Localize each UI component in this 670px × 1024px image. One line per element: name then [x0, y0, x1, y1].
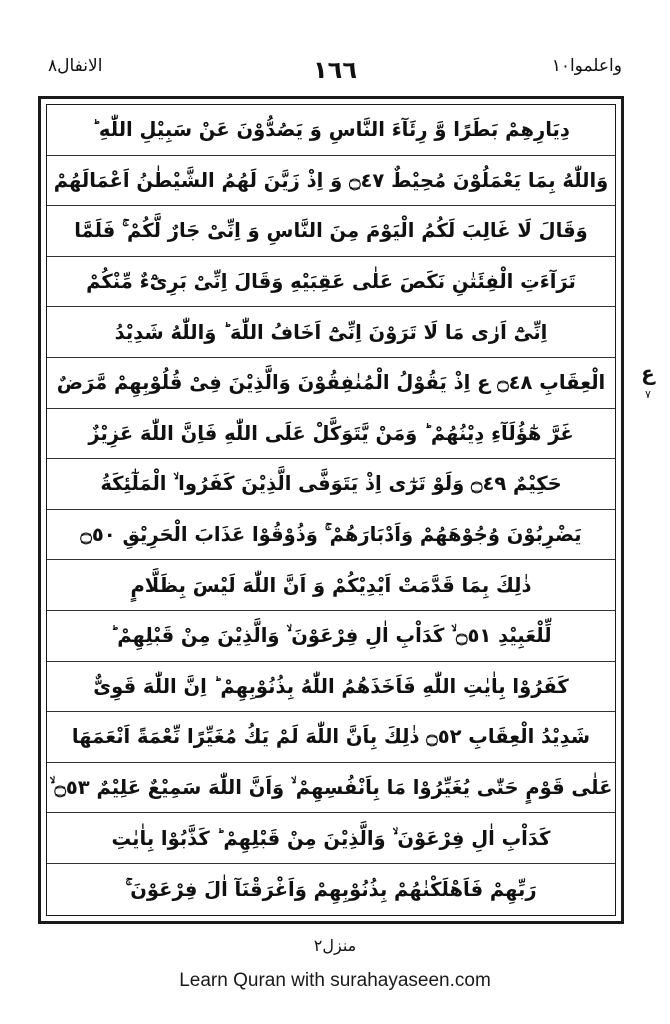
verse-line: لِّلْعَبِيْدِ ۝٥١ ۙ كَدَاْبِ اٰلِ فِرْعَوْنَ ۙ وَالَّذِيْنَ مِنْ قَبْلِهِمْ ؕ [47, 611, 615, 662]
verse-line: رَبِّهِمْ فَاَهْلَكْنٰهُمْ بِذُنُوْبِهِمْ وَاَغْرَقْنَآ اٰلَ فِرْعَوْنَ ۚ [125, 877, 537, 901]
verse-line: كَفَرُوْا بِاٰيٰتِ اللّٰهِ فَاَخَذَهُمُ اللّٰهُ بِذُنُوْبِهِمْ ؕ اِنَّ اللّٰهَ قَوِىٌّ [47, 662, 615, 713]
credit-text: Learn Quran with surahayaseen.com [179, 970, 491, 991]
ruku-number: ٧ [645, 388, 651, 401]
verse-line: شَدِيْدُ الْعِقَابِ ۝٥٢ ذٰلِكَ بِاَنَّ اللّٰهَ لَمْ يَكُ مُغَيِّرًا نِّعْمَةً اَنْعَمَهَا [47, 712, 615, 763]
verse-line: اِنِّىْٓ اَرٰى مَا لَا تَرَوْنَ اِنِّىْٓ اَخَافُ اللّٰهَ ؕ وَاللّٰهُ شَدِيْدُ [47, 307, 615, 358]
verse-line: عَلٰى قَوْمٍ حَتّٰى يُغَيِّرُوْا مَا بِاَنْفُسِهِمْ ۙ وَاَنَّ اللّٰهَ سَمِيْعٌ عَلِيْمٌ ۝٥٣ ۙ [47, 763, 615, 814]
verse-line: دِيَارِهِمْ بَطَرًا وَّ رِئَآءَ النَّاسِ وَ يَصُدُّوْنَ عَنْ سَبِيْلِ اللّٰهِ ؕ [47, 105, 615, 156]
juz-name: واعلموا١٠ [551, 56, 622, 76]
verse-line: الْعِقَابِ ۝٤٨ ع اِذْ يَقُوْلُ الْمُنٰفِقُوْنَ وَالَّذِيْنَ فِىْ قُلُوْبِهِمْ مَّرَضٌ [47, 358, 615, 409]
verse-line: وَاللّٰهُ بِمَا يَعْمَلُوْنَ مُحِيْطٌ ۝٤٧ وَ اِذْ زَيَّنَ لَهُمُ الشَّيْطٰنُ اَعْمَالَهُمْ [47, 156, 615, 207]
ruku-marker [633, 362, 663, 406]
page-border [38, 96, 624, 924]
ruku-symbol: ع [641, 361, 655, 385]
manzil-label: منزل٢ [313, 936, 357, 955]
verse-line: تَرَآءَتِ الْفِئَتٰنِ نَكَصَ عَلٰى عَقِبَيْهِ وَقَالَ اِنِّىْ بَرِىْٓءٌ مِّنْكُمْ [47, 257, 615, 308]
verse-line: يَضْرِبُوْنَ وُجُوْهَهُمْ وَاَدْبَارَهُمْ ۚ وَذُوْقُوْا عَذَابَ الْحَرِيْقِ ۝٥٠ [47, 510, 615, 561]
text-frame [46, 104, 616, 916]
verse-line: ذٰلِكَ بِمَا قَدَّمَتْ اَيْدِيْكُمْ وَ اَنَّ اللّٰهَ لَيْسَ بِظَلَّامٍ [47, 560, 615, 611]
page-number: ١٦٦ [313, 56, 357, 84]
surah-name: الانفال٨ [48, 56, 103, 76]
verse-line: غَرَّ هٰٓؤُلَآءِ دِيْنُهُمْ ؕ وَمَنْ يَّتَوَكَّلْ عَلَى اللّٰهِ فَاِنَّ اللّٰهَ عَزِيْزٌ [47, 409, 615, 460]
verse-lines [47, 105, 615, 915]
verse-line: وَقَالَ لَا غَالِبَ لَكُمُ الْيَوْمَ مِنَ النَّاسِ وَ اِنِّىْ جَارٌ لَّكُمْ ۚ فَلَمَّا [47, 206, 615, 257]
verse-line: حَكِيْمٌ ۝٤٩ وَلَوْ تَرٰٓى اِذْ يَتَوَفَّى الَّذِيْنَ كَفَرُوا ۙ الْمَلٰٓئِكَةُ [47, 459, 615, 510]
page-header [40, 56, 630, 90]
verse-line: كَدَاْبِ اٰلِ فِرْعَوْنَ ۙ وَالَّذِيْنَ مِنْ قَبْلِهِمْ ؕ كَذَّبُوْا بِاٰيٰتِ [47, 813, 615, 864]
